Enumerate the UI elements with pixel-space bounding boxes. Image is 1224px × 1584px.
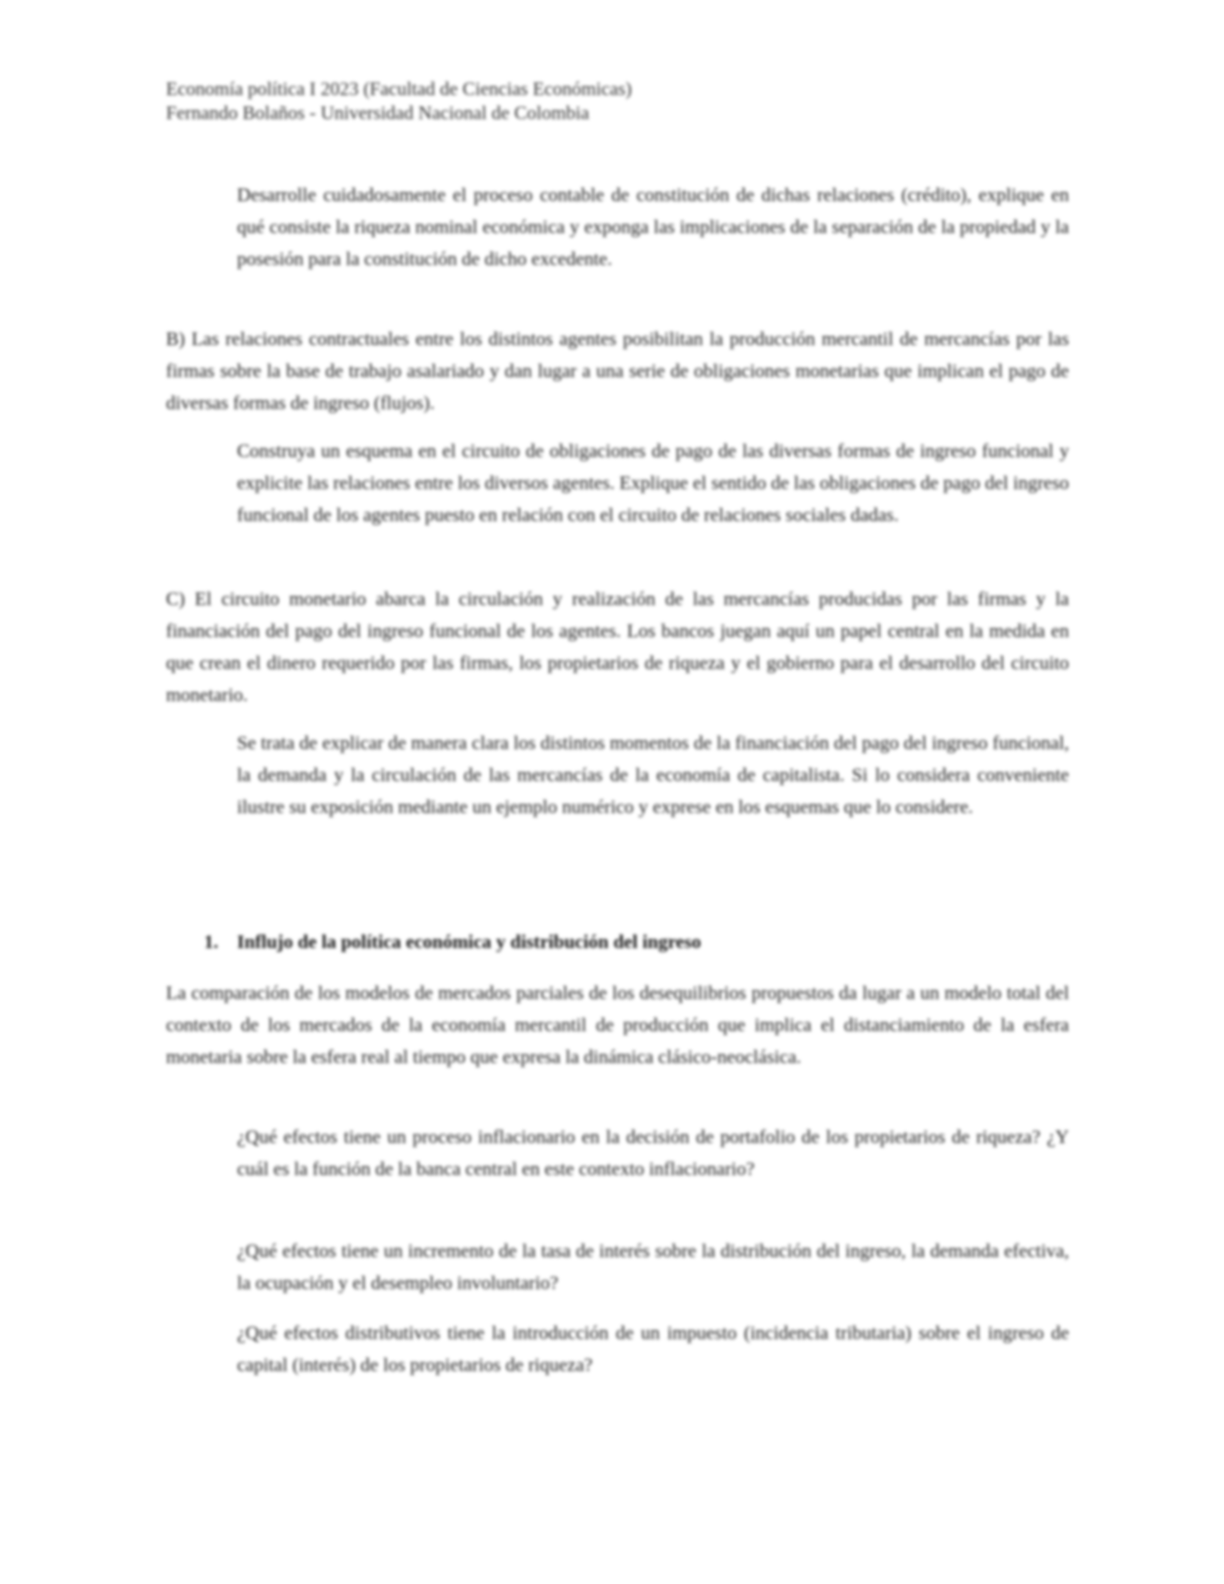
section-heading — [204, 930, 701, 956]
paragraph-scheme-instructions: Construya un esquema en el circuito de obligaciones de pago de las diversas formas de ingreso funcional y explicite las relaciones entre los diversos agentes. Explique el sentido de las obligaciones de pago del ingreso funcional de los agentes puesto en relación con el circuito de relaciones sociales dadas. — [237, 441, 1069, 526]
paragraph-c-monetary-circuit: C) El circuito monetario abarca la circulación y realización de las mercancías producidas por las firmas y la financiación del pago del ingreso funcional de los agentes. Los bancos juegan aquí un papel central en la medida en que crean el dinero requerido por las firmas, los propietarios de riqueza y el gobierno para el desarrollo del circuito monetario. — [166, 589, 1069, 706]
section-title-text: Influjo de la política económica y distribución del ingreso — [237, 932, 702, 953]
paragraph-financing-instructions: Se trata de explicar de manera clara los distintos momentos de la financiación del pago del ingreso funcional, la demanda y la circulación de las mercancías de la economía de capitalista. Si lo considera conveniente ilustre su exposición mediante un ejemplo numérico y exprese en los esquemas que lo considere. — [237, 733, 1069, 818]
question-inflation-portfolio: ¿Qué efectos tiene un proceso inflacionario en la decisión de portafolio de los propietarios de riqueza? ¿Y cuál es la función de la banca central en este contexto inflacionario? — [237, 1127, 1069, 1180]
paragraph-b-contractual-relations: B) Las relaciones contractuales entre los distintos agentes posibilitan la producción mercantil de mercancías por las firmas sobre la base de trabajo asalariado y dan lugar a una serie de obligaciones monetarias que implican el pago de diversas formas de ingreso (flujos). — [166, 329, 1069, 414]
paragraph-crediticio-instructions: Desarrolle cuidadosamente el proceso contable de constitución de dichas relaciones (crédito), explique en qué consiste la riqueza nominal económica y exponga las implicaciones de la separación de la propiedad y la posesión para la constitución de dicho excedente. — [237, 185, 1069, 270]
page-header — [166, 78, 1066, 126]
question-tax-distribution: ¿Qué efectos distributivos tiene la introducción de un impuesto (incidencia tributaria) sobre el ingreso de capital (interés) de los propietarios de riqueza? — [237, 1323, 1069, 1376]
header-course-line: Economía política I 2023 (Facultad de Ciencias Económicas) — [166, 79, 632, 100]
header-author-line: Fernando Bolaños - Universidad Nacional de Colombia — [166, 103, 590, 124]
question-interest-rate-effects: ¿Qué efectos tiene un incremento de la tasa de interés sobre la distribución del ingreso, la demanda efectiva, la ocupación y el desempleo involuntario? — [237, 1241, 1069, 1294]
paragraph-model-comparison: La comparación de los modelos de mercados parciales de los desequilibrios propuestos da lugar a un modelo total del contexto de los mercados de la economía mercantil de producción que implica el distanciamiento de la esfera monetaria sobre la esfera real al tiempo que expresa la dinámica clásico-neoclásica. — [166, 983, 1069, 1068]
section-number: 1. — [204, 932, 219, 953]
